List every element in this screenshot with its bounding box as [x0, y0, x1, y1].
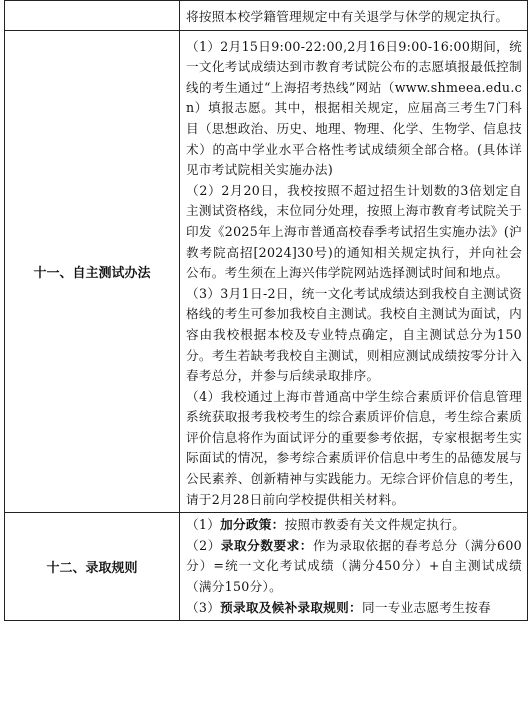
row-label-admission-rules: 十二、录取规则	[5, 513, 180, 621]
item-heading: 录取分数要求：	[220, 537, 313, 553]
table-row	[5, 513, 528, 621]
item-text: 按照市教委有关文件规定执行。	[284, 517, 466, 533]
item-prefix: （2）	[186, 537, 221, 553]
paragraph: （1）2月15日9:00-22:00,2月16日9:00-16:00期间，统一文化考试成绩达到市教育考试院公布的志愿填报最低控制线的考生通过“上海招考热线”网站（www.shmeea.edu.cn）填报志愿。其中，根据相关规定，应届高三考生7门科目（思想政治、历史、地理、物理、化学、生物学、信息技术）的高中学业水平合格性考试成绩须全部合格。(具体详见市考试院相关实施办法)	[186, 38, 522, 178]
paragraph	[186, 536, 522, 598]
item-heading: 预录取及候补录取规则：	[220, 599, 362, 615]
paragraph: （4）我校通过上海市普通高中学生综合素质评价信息管理系统获取报考我校考生的综合素质评价信息，考生综合素质评价信息将作为面试评分的重要参考依据，专家根据考生实际面试的情况，参考综合素质评价信息中考生的品德发展与公民素养、创新精神与实践能力。无综合评价信息的考生，请于2月28日前向学校提供相关材料。	[186, 388, 522, 507]
item-heading: 加分政策：	[220, 517, 285, 533]
item-prefix: （3）	[186, 599, 221, 615]
paragraph: （3）3月1日-2日，统一文化考试成绩达到我校自主测试资格线的考生可参加我校自主测试。我校自主测试为面试，内容由我校根据本校及专业特点确定，自主测试总分为150分。考生若缺考我校自主测试，则相应测试成绩按零分计入春考总分，并参与后续录取排序。	[186, 285, 522, 384]
paragraph: 将按照本校学籍管理规定中有关退学与休学的规定执行。	[186, 9, 509, 24]
row-label-self-test: 十一、自主测试办法	[5, 30, 180, 513]
paragraph	[186, 515, 522, 536]
table-row	[5, 1, 528, 31]
row-label-empty	[5, 1, 180, 31]
paragraph	[186, 598, 522, 619]
item-text: 作为录取依据的春考总分（满分600分）=统一文化考试成绩（满分450分）+自主测试成绩（满分150分）。	[186, 537, 522, 595]
paragraph: （2）2月20日，我校按照不超过招生计划数的3倍划定自主测试资格线，末位同分处理，按照上海市教育考试院关于印发《2025年上海市普通高校春季考试招生实施办法》(沪教考院高招[2024]30号)的通知相关规定执行，并向社会公布。考生须在上海兴伟学院网站选择测试时间和地点。	[186, 182, 522, 281]
row-content	[180, 1, 528, 31]
admission-rules-table	[4, 0, 528, 621]
row-content	[180, 30, 528, 513]
item-text: 同一专业志愿考生按春	[361, 599, 491, 615]
row-content	[180, 513, 528, 621]
table-row	[5, 30, 528, 513]
item-prefix: （1）	[186, 517, 221, 533]
